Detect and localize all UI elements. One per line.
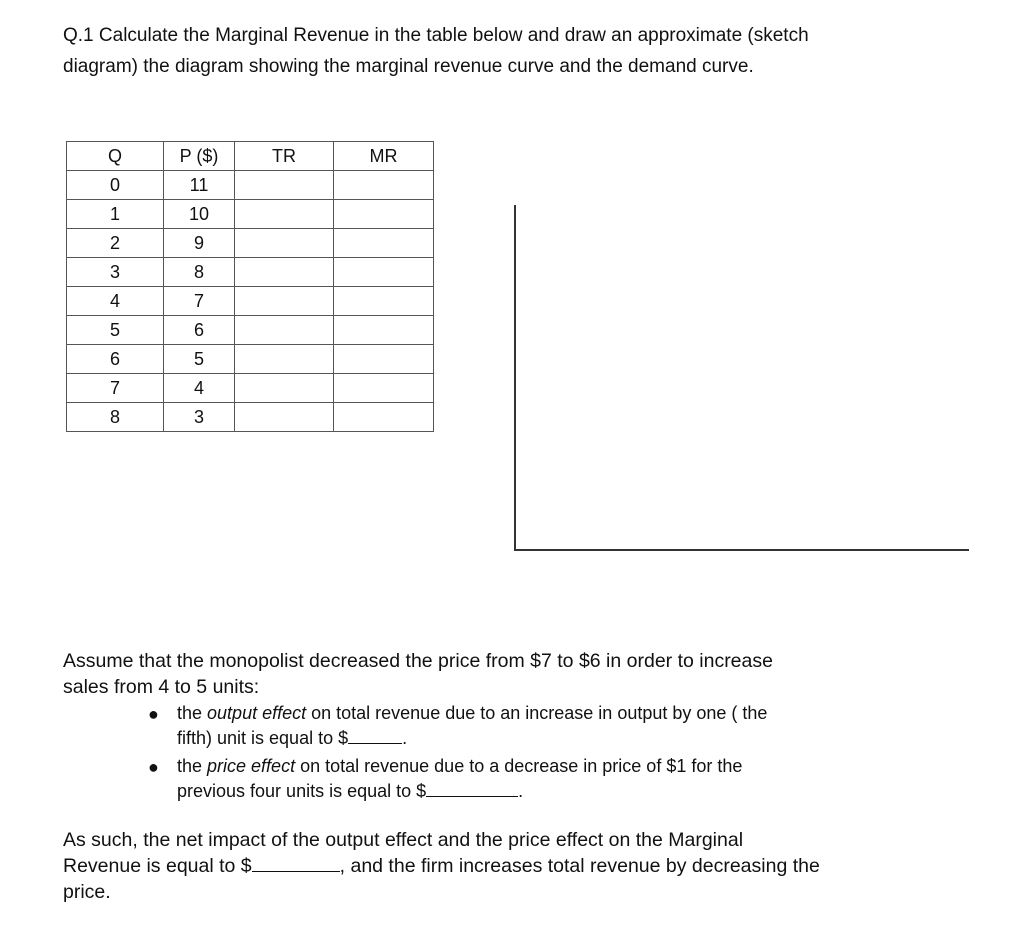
cell-tr xyxy=(235,287,334,316)
net-impact-answer-blank[interactable] xyxy=(252,854,340,872)
price-effect-line-2: previous four units is equal to $ xyxy=(177,781,427,801)
cell-p: 8 xyxy=(164,258,235,287)
price-effect-pre: the xyxy=(177,756,208,776)
cell-mr xyxy=(334,403,434,432)
cell-q: 4 xyxy=(67,287,164,316)
cell-p: 4 xyxy=(164,374,235,403)
assumption-text xyxy=(63,648,923,700)
cell-q: 3 xyxy=(67,258,164,287)
cell-mr xyxy=(334,229,434,258)
output-effect-line-2: fifth) unit is equal to $ xyxy=(177,728,349,748)
cell-tr xyxy=(235,374,334,403)
table-row xyxy=(67,345,434,374)
output-effect-term: output effect xyxy=(207,703,307,723)
cell-mr xyxy=(334,171,434,200)
table-row xyxy=(67,287,434,316)
output-effect-answer-blank[interactable] xyxy=(348,726,402,744)
net-impact-line-2-post: , and the firm increases total revenue by decreasing the xyxy=(339,855,820,877)
effects-list xyxy=(140,701,900,807)
header-p: P ($) xyxy=(164,142,235,171)
revenue-table xyxy=(66,141,434,432)
price-effect-post: on total revenue due to a decrease in price of $1 for the xyxy=(295,756,743,776)
cell-q: 5 xyxy=(67,316,164,345)
cell-p: 11 xyxy=(164,171,235,200)
price-effect-item: ● the price effect on total revenue due to a decrease in price of $1 for the previous four units is equal to $ . xyxy=(148,756,743,801)
table-row xyxy=(67,258,434,287)
diagram-x-axis xyxy=(514,549,969,551)
question-text xyxy=(63,20,963,82)
price-effect-term: price effect xyxy=(207,756,296,776)
bullet-icon: ● xyxy=(148,704,159,724)
net-impact-line-3: price. xyxy=(63,881,111,903)
cell-tr xyxy=(235,258,334,287)
question-line-1: Q.1 Calculate the Marginal Revenue in the table below and draw an approximate (sketch xyxy=(63,25,809,46)
cell-q: 2 xyxy=(67,229,164,258)
cell-p: 10 xyxy=(164,200,235,229)
header-q: Q xyxy=(67,142,164,171)
table-row xyxy=(67,403,434,432)
cell-tr xyxy=(235,403,334,432)
table-row xyxy=(67,200,434,229)
header-tr: TR xyxy=(235,142,334,171)
cell-tr xyxy=(235,200,334,229)
cell-q: 8 xyxy=(67,403,164,432)
cell-q: 7 xyxy=(67,374,164,403)
cell-tr xyxy=(235,229,334,258)
cell-tr xyxy=(235,345,334,374)
cell-tr xyxy=(235,171,334,200)
bullet-icon: ● xyxy=(148,757,159,777)
table-row xyxy=(67,229,434,258)
price-effect-answer-blank[interactable] xyxy=(426,779,518,797)
header-mr: MR xyxy=(334,142,434,171)
assumption-line-1: Assume that the monopolist decreased the price from $7 to $6 in order to increase xyxy=(63,650,773,672)
output-effect-post: on total revenue due to an increase in output by one ( the xyxy=(306,703,768,723)
cell-mr xyxy=(334,374,434,403)
cell-q: 1 xyxy=(67,200,164,229)
assumption-line-2: sales from 4 to 5 units: xyxy=(63,676,260,698)
cell-mr xyxy=(334,258,434,287)
output-effect-item: ● the output effect on total revenue due to an increase in output by one ( the fifth) unit is equal to $ . xyxy=(148,703,768,748)
cell-mr xyxy=(334,316,434,345)
cell-mr xyxy=(334,200,434,229)
cell-tr xyxy=(235,316,334,345)
table-header-row xyxy=(67,142,434,171)
cell-p: 9 xyxy=(164,229,235,258)
cell-p: 5 xyxy=(164,345,235,374)
diagram-y-axis xyxy=(514,205,516,549)
table-row xyxy=(67,316,434,345)
output-effect-pre: the xyxy=(177,703,208,723)
net-impact-line-2-pre: Revenue is equal to $ xyxy=(63,855,252,877)
cell-mr xyxy=(334,287,434,316)
cell-q: 6 xyxy=(67,345,164,374)
question-line-2: diagram) the diagram showing the marginal revenue curve and the demand curve. xyxy=(63,56,754,77)
cell-p: 7 xyxy=(164,287,235,316)
cell-q: 0 xyxy=(67,171,164,200)
table-row xyxy=(67,171,434,200)
net-impact-line-1: As such, the net impact of the output effect and the price effect on the Marginal xyxy=(63,829,744,851)
cell-p: 3 xyxy=(164,403,235,432)
net-impact-text xyxy=(63,827,933,905)
table-row xyxy=(67,374,434,403)
cell-p: 6 xyxy=(164,316,235,345)
cell-mr xyxy=(334,345,434,374)
